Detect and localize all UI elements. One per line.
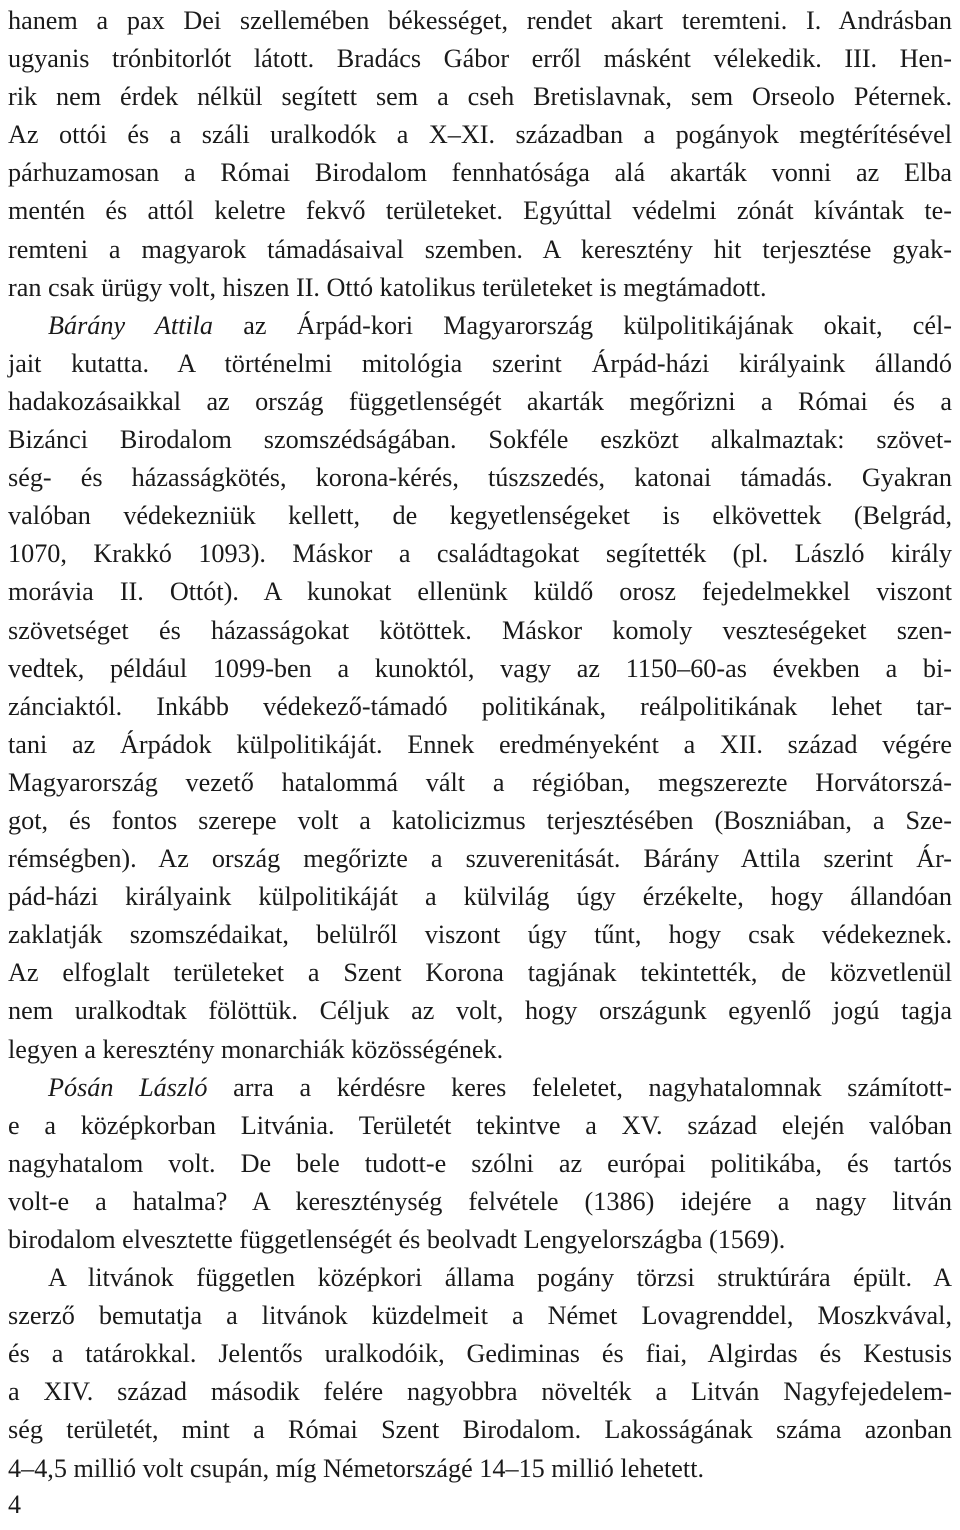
text-line (8, 307, 952, 345)
text-line-rest: az Árpád-kori Magyarország külpolitikájának okait, cél- (213, 310, 953, 340)
text-line: zánciaktól. Inkább védekező-támadó politikának, reálpolitikának lehet tar- (8, 691, 952, 721)
author-name: Bárány Attila (48, 310, 214, 340)
paragraph-4 (8, 1259, 952, 1488)
document-page (8, 2, 952, 1488)
paragraph-1 (8, 2, 952, 307)
text-line: hanem a pax Dei szellemében békességet, rendet akart teremteni. I. Andrásban (8, 6, 952, 35)
text-line: rik nem érdek nélkül segített sem a cseh Bretislavnak, sem Orseolo Péternek. (8, 82, 952, 112)
text-line: got, és fontos szerepe volt a katolicizmus terjesztésében (Boszniában, a Sze- (8, 805, 952, 835)
text-line: 4–4,5 millió volt csupán, míg Németországé 14–15 millió lehetett. (8, 1453, 705, 1483)
text-line: nem uralkodtak fölöttük. Céljuk az volt, hogy országunk egyenlő jogú tagja (8, 996, 952, 1026)
text-line: pád-házi királyaink külpolitikáját a külvilág úgy érzékelte, hogy állandóan (8, 882, 952, 912)
text-line: hadakozásaikkal az ország függetlenségét akarták megőrizni a Római és a (8, 386, 952, 416)
text-line: birodalom elvesztette függetlenségét és beolvadt Lengyelországba (1569). (8, 1225, 786, 1254)
text-line: jait kutatta. A történelmi mitológia szerint Árpád-házi királyaink állandó (8, 348, 952, 378)
page-number: 4 (8, 1490, 21, 1519)
text-line: Az ottói és a száli uralkodók a X–XI. században a pogányok megtérítésével (8, 120, 952, 150)
text-line: volt-e a hatalma? A kereszténység felvétele (1386) idejére a nagy litván (8, 1186, 952, 1216)
paragraph-3 (8, 1069, 952, 1259)
text-line: e a középkorban Litvánia. Területét tekintve a XV. század elején valóban (8, 1110, 952, 1140)
text-line-rest: arra a kérdésre keres feleletet, nagyhatalomnak számított- (207, 1072, 952, 1102)
text-line: párhuzamosan a Római Birodalom fennhatósága alá akarták vonni az Elba (8, 158, 952, 188)
text-line: és a tatárokkal. Jelentős uralkodóik, Gediminas és fiai, Algirdas és Kestusis (8, 1339, 952, 1369)
paragraph-2 (8, 307, 952, 1069)
text-line: ség- és házasságkötés, korona-kérés, túszszedés, katonai támadás. Gyakran (8, 463, 952, 493)
text-line: mentén és attól keletre fekvő területeket. Egyúttal védelmi zónát kívántak te- (8, 196, 952, 226)
text-line: nagyhatalom volt. De bele tudott-e szólni az európai politikába, és tartós (8, 1148, 952, 1178)
text-line (8, 1069, 952, 1107)
text-line: valóban védekezniük kellett, de kegyetlenségeket is elkövettek (Belgrád, (8, 501, 952, 531)
text-line: vedtek, például 1099-ben a kunoktól, vagy az 1150–60-as években a bi- (8, 653, 952, 683)
text-line: Az elfoglalt területeket a Szent Korona tagjának tekintették, de közvetlenül (8, 958, 952, 988)
text-line: szövetséget és házasságokat kötöttek. Máskor komoly veszteségeket szen- (8, 615, 952, 645)
text-line: rémségben). Az ország megőrizte a szuverenitását. Bárány Attila szerint Ár- (8, 844, 952, 874)
text-line: ran csak ürügy volt, hiszen II. Ottó katolikus területeket is megtámadott. (8, 272, 767, 302)
text-line: legyen a keresztény monarchiák közösségének. (8, 1034, 504, 1064)
text-line: ugyanis trónbitorlót látott. Bradács Gábor erről másként vélekedik. III. Hen- (8, 44, 952, 74)
text-line: 1070, Krakkó 1093). Máskor a családtagokat segítették (pl. László király (8, 539, 952, 569)
text-line: Magyarország vezető hatalommá vált a régióban, megszerezte Horvátorszá- (8, 767, 952, 797)
text-line: tani az Árpádok külpolitikáját. Ennek eredményeként a XII. század végére (8, 729, 952, 759)
text-line: morávia II. Ottót). A kunokat ellenünk küldő orosz fejedelmekkel viszont (8, 577, 952, 607)
text-line: a XIV. század második felére nagyobbra növelték a Litván Nagyfejedelem- (8, 1377, 952, 1407)
text-line: szerző bemutatja a litvánok küzdelmeit a Német Lovagrenddel, Moszkvával, (8, 1301, 952, 1331)
text-line: ség területét, mint a Római Szent Birodalom. Lakosságának száma azonban (8, 1415, 952, 1445)
text-line: A litvánok független középkori állama pogány törzsi struktúrára épült. A (48, 1263, 952, 1293)
text-line: remteni a magyarok támadásaival szemben. A keresztény hit terjesztése gyak- (8, 234, 952, 264)
author-name: Pósán László (48, 1072, 208, 1102)
text-line: Bizánci Birodalom szomszédságában. Sokféle eszközt alkalmaztak: szövet- (8, 425, 952, 455)
text-line: zaklatják szomszédaikat, belülről viszont úgy tűnt, hogy csak védekeznek. (8, 920, 952, 950)
